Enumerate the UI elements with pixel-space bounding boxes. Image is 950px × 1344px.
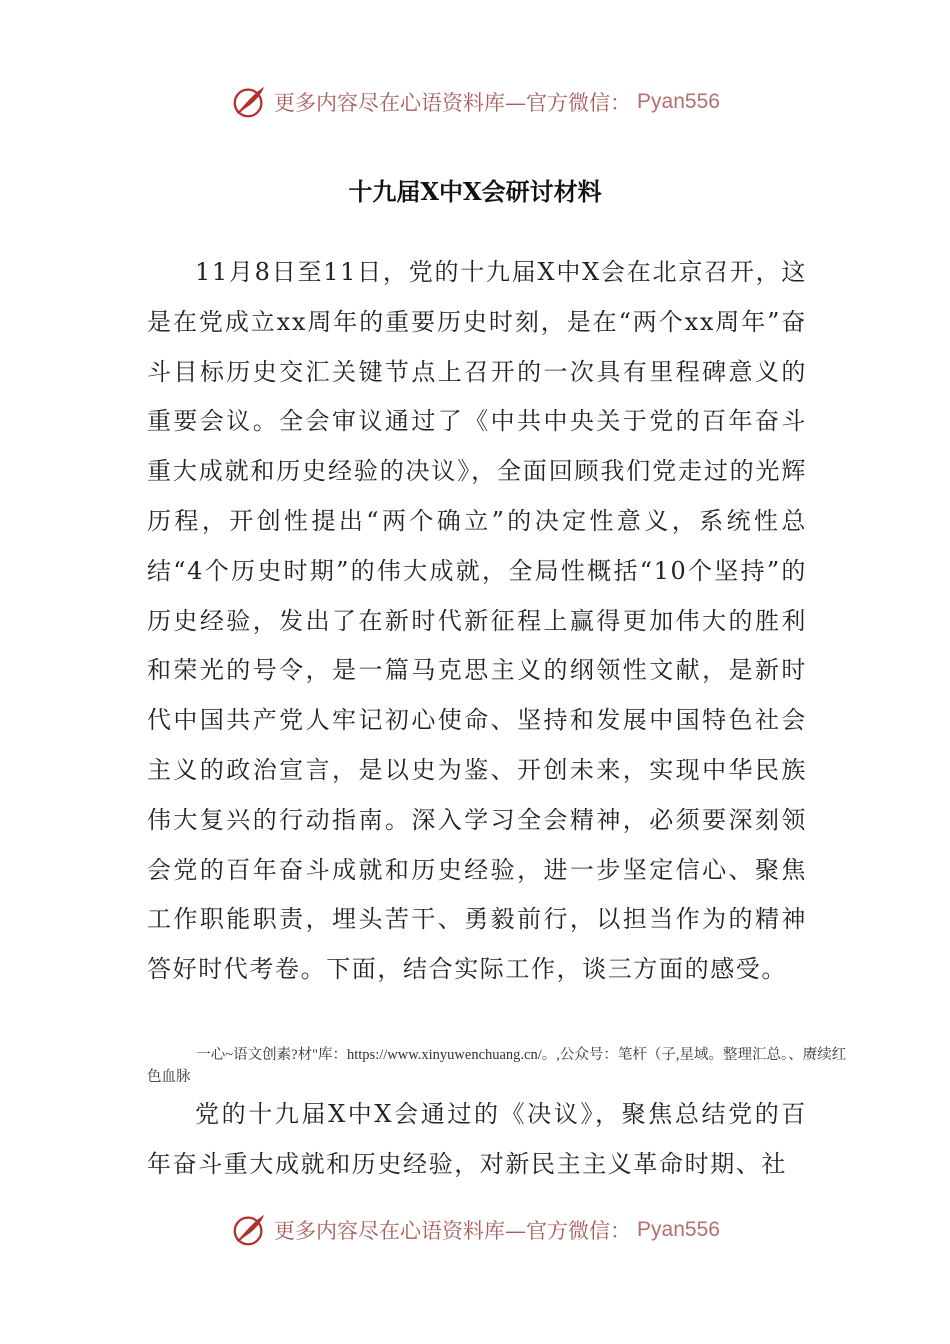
banner-content <box>230 1211 720 1249</box>
quill-pen-logo-icon <box>230 1211 268 1249</box>
quill-pen-logo-icon <box>230 83 268 121</box>
body-paragraph-1: 11月8日至11日，党的十九届X中X会在北京召开，这是在党成立xx周年的重要历史时刻，是在“两个xx周年”奋斗目标历史交汇关键节点上召开的一次具有里程碑意义的重要会议。全会审议通过了《中共中央关于党的百年奋斗重大成就和历史经验的决议》，全面回顾我们党走过的光辉历程，开创性提出“两个确立”的决定性意义，系统性总结“4个历史时期”的伟大成就，全局性概括“10个坚持”的历史经验，发出了在新时代新征程上赢得更加伟大的胜利和荣光的号令，是一篇马克思主义的纲领性文献，是新时代中国共产党人牢记初心使命、坚持和发展中国特色社会主义的政治宣言，是以史为鉴、开创未来，实现中华民族伟大复兴的行动指南。深入学习全会精神，必须要深刻领会党的百年奋斗成就和历史经验，进一步坚定信心、聚焦工作职能职责，埋头苦干、勇毅前行，以担当作为的精神答好时代考卷。下面，结合实际工作，谈三方面的感受。 <box>147 258 807 984</box>
banner-wechat-id: Pyan556 <box>637 1218 720 1241</box>
banner-wechat-id: Pyan556 <box>637 90 720 113</box>
banner-text: 更多内容尽在心语资料库—官方微信： <box>274 1219 632 1243</box>
source-note: 一心~语文创素?材"库：https://www.xinyuwenchuang.cn/。,公众号：笔杆（子,星域。整理汇总。、赓续红色血脉 <box>147 1047 847 1085</box>
banner-text: 更多内容尽在心语资料库—官方微信： <box>274 91 632 115</box>
body-paragraph-2: 党的十九届X中X会通过的《决议》，聚焦总结党的百年奋斗重大成就和历史经验，对新民主主义革命时期、社 <box>147 1100 807 1178</box>
footer-banner <box>0 1208 950 1252</box>
header-banner <box>0 80 950 124</box>
banner-content <box>230 83 720 121</box>
document-title: 十九届X中X会研讨材料 <box>348 177 602 206</box>
